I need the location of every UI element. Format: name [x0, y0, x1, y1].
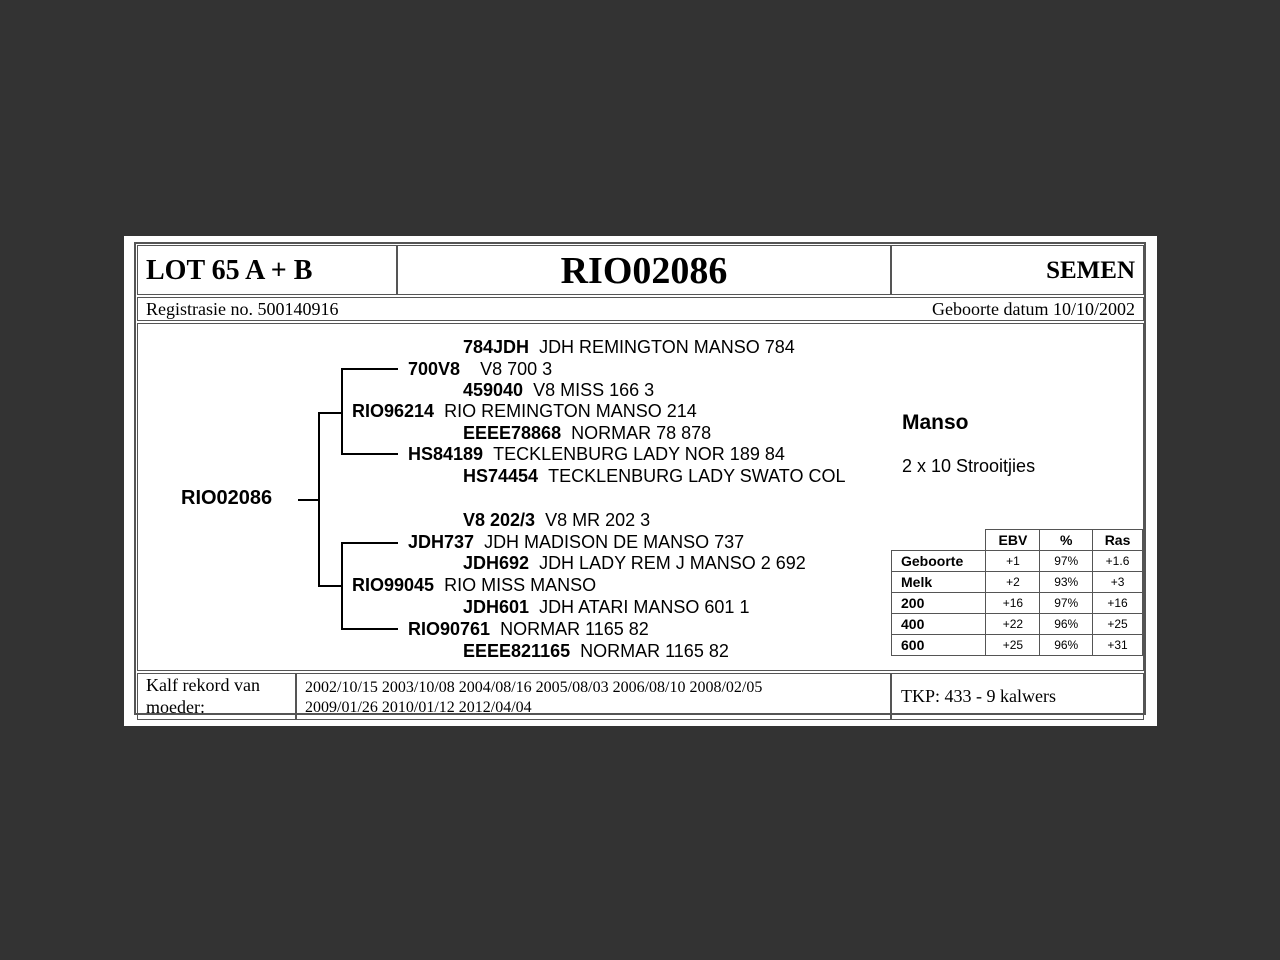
- pedigree-connector: [318, 585, 343, 587]
- tkp-cell: [891, 673, 1144, 720]
- pedigree-sire: RIO96214 RIO REMINGTON MANSO 214: [352, 401, 697, 421]
- pedigree-connector: [318, 412, 343, 414]
- ras-value: +1.6: [1093, 551, 1143, 572]
- pedigree-sire-sire-dam: 459040 V8 MISS 166 3: [463, 380, 655, 400]
- lot-cell: [137, 245, 397, 295]
- row-label: 600: [892, 635, 986, 656]
- row-label: Geboorte: [892, 551, 986, 572]
- ras-col-header: Ras: [1093, 530, 1143, 551]
- row-label: Melk: [892, 572, 986, 593]
- pedigree-sire-sire-sire: 784JDH JDH REMINGTON MANSO 784: [463, 337, 795, 357]
- ras-value: +25: [1093, 614, 1143, 635]
- ebv-header-row: [892, 530, 1143, 551]
- ebv-value: +22: [986, 614, 1040, 635]
- animal-id-title: RIO02086: [560, 250, 728, 292]
- pct-value: 93%: [1040, 572, 1093, 593]
- ebv-value: +2: [986, 572, 1040, 593]
- pct-col-header: %: [1040, 530, 1093, 551]
- table-row: [892, 572, 1143, 593]
- row-label: 200: [892, 593, 986, 614]
- table-row: [892, 635, 1143, 656]
- calf-dates-cell: [296, 673, 891, 720]
- pedigree-sire-sire: 700V8 V8 700 3: [408, 359, 553, 379]
- product-type: SEMEN: [1046, 257, 1135, 284]
- pedigree-sire-dam: HS84189 TECKLENBURG LADY NOR 189 84: [408, 444, 785, 464]
- ebv-value: +16: [986, 593, 1040, 614]
- ebv-value: +1: [986, 551, 1040, 572]
- ras-value: +3: [1093, 572, 1143, 593]
- pedigree-dam-dam-dam: EEEE821165 NORMAR 1165 82: [463, 641, 729, 661]
- ebv-col-header: EBV: [986, 530, 1040, 551]
- ebv-table: [891, 529, 1143, 656]
- pedigree-dam-sire-sire: V8 202/3 V8 MR 202 3: [463, 510, 651, 530]
- pedigree-dam-dam-sire: JDH601 JDH ATARI MANSO 601 1: [463, 597, 750, 617]
- ebv-value: +25: [986, 635, 1040, 656]
- pct-value: 97%: [1040, 551, 1093, 572]
- row-label: 400: [892, 614, 986, 635]
- pct-value: 96%: [1040, 614, 1093, 635]
- type-cell: [891, 245, 1144, 295]
- pedigree-connector: [341, 542, 398, 544]
- pedigree-connector: [341, 453, 398, 455]
- animal-name: Manso: [902, 411, 969, 434]
- pedigree-connector: [341, 542, 343, 629]
- pedigree-dam-sire-dam: JDH692 JDH LADY REM J MANSO 2 692: [463, 553, 806, 573]
- birth-date: Geboorte datum 10/10/2002: [932, 299, 1135, 319]
- registration-number: Registrasie no. 500140916: [146, 299, 339, 319]
- pedigree-connector: [341, 368, 398, 370]
- pedigree-connector: [341, 368, 343, 455]
- pedigree-dam-dam: RIO90761 NORMAR 1165 82: [408, 619, 649, 639]
- pedigree-area: [137, 323, 1144, 671]
- registration-row: [137, 297, 1144, 321]
- calf-record-label: Kalf rekord van: [146, 675, 260, 695]
- pedigree-connector: [341, 628, 398, 630]
- table-row: [892, 551, 1143, 572]
- animal-id-cell: [397, 245, 891, 295]
- card-frame: [134, 242, 1146, 715]
- semen-quantity: 2 x 10 Strooitjies: [902, 456, 1036, 476]
- tkp-value: TKP: 433 - 9 kalwers: [901, 686, 1056, 706]
- lot-card: [124, 236, 1157, 726]
- pedigree-connector: [298, 499, 318, 501]
- pedigree-animal: RIO02086: [181, 487, 273, 509]
- pedigree-sire-dam-dam: HS74454 TECKLENBURG LADY SWATO COL: [463, 466, 846, 486]
- ebv-corner: [892, 530, 986, 551]
- pedigree-connector: [318, 412, 320, 586]
- pedigree-dam: RIO99045 RIO MISS MANSO: [352, 575, 597, 595]
- lot-number: LOT 65 A + B: [146, 255, 313, 286]
- pct-value: 97%: [1040, 593, 1093, 614]
- pedigree-dam-sire: JDH737 JDH MADISON DE MANSO 737: [408, 532, 745, 552]
- pedigree-sire-dam-sire: EEEE78868 NORMAR 78 878: [463, 423, 712, 443]
- ras-value: +31: [1093, 635, 1143, 656]
- calf-record-label-cell: [137, 673, 296, 720]
- calf-dates: 2002/10/15 2003/10/08 2004/08/16 2005/08/03 2006/08/10 2008/02/05: [305, 679, 763, 696]
- pct-value: 96%: [1040, 635, 1093, 656]
- calf-dates-2: 2009/01/26 2010/01/12 2012/04/04: [305, 699, 532, 716]
- calf-record-label-2: moeder:: [146, 697, 205, 717]
- table-row: [892, 614, 1143, 635]
- ras-value: +16: [1093, 593, 1143, 614]
- table-row: [892, 593, 1143, 614]
